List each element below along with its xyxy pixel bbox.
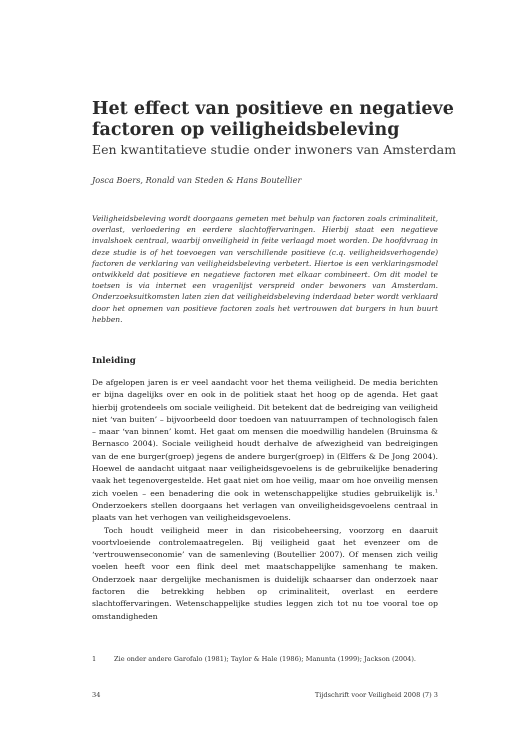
page-number: 34 — [92, 691, 101, 699]
article-subtitle: Een kwantitatieve studie onder inwoners van Amsterdam — [92, 142, 457, 157]
footnote — [92, 655, 438, 664]
paragraph-1-text: De afgelopen jaren is er veel aandacht voor het thema veiligheid. De media berichten er bijna dagelijks over en ook in de politiek staat het hoog op de agenda. Het gaat hierbij grotendeels om sociale veiligheid. Dit betekent dat de bedreiging van veiligheid niet ‘van buiten’ – bijvoorbeeld door toedoen van natuurrampen of technologisch falen – maar ‘van binnen’ komt. Het gaat om mensen die moedwillig handelen (Bruinsma & Bernasco 2004). Sociale veiligheid houdt derhalve de afwezigheid van bedreigingen van de ene burger(groep) jegens de andere burger(groep) in (Elffers & De Jong 2004). Hoewel de aandacht uitgaat naar veiligheidsgevoelens is de gebruikelijke benadering vaak het tegenovergestelde. Het gaat niet om hoe veilig, maar om hoe onveilig mensen zich voelen – een benadering die ook in wetenschappelijke studies gebruikelijk is. — [92, 378, 438, 498]
footnote-text: Zie onder andere Garofalo (1981); Taylor & Hale (1986); Manunta (1999); Jackson (2004). — [114, 655, 417, 663]
footnote-ref: 1 — [434, 488, 438, 495]
body-text — [92, 377, 438, 623]
abstract: Veiligheidsbeleving wordt doorgaans gemeten met behulp van factoren zoals criminaliteit, overlast, verloedering en eerdere slachtoffervaringen. Hierbij staat een negatieve invalshoek centraal, waarbij onveiligheid in feite verlaagd moet worden. De hoofdvraag in deze studie is of het toevoegen van verschillende positieve (c.q. veiligheidsverhogende) factoren de verklaring van veiligheidsbeleving verbetert. Hiertoe is een verklaringsmodel ontwikkeld dat positieve en negatieve factoren met elkaar combineert. Om dit model te toetsen is via internet een vragenlijst verspreid onder bewoners van Amsterdam. Onderzoeksuitkomsten laten zien dat veiligheidsbeleving inderdaad beter wordt verklaard door het opnemen van positieve factoren zoals het vertrouwen dat burgers in hun buurt hebben. — [92, 214, 438, 324]
article-title: Het effect van positieve en negatieve factoren op veiligheidsbeleving — [92, 99, 454, 140]
paragraph-1 — [92, 377, 438, 525]
paragraph-1-tail: Onderzoekers stellen doorgaans het verlagen van onveiligheidsgevoelens centraal in plaats van het verhogen van veiligheidsgevoelens. — [92, 500, 438, 523]
section-heading: Inleiding — [92, 356, 136, 366]
paragraph-2: Toch houdt veiligheid meer in dan risicobeheersing, voorzorg en daaruit voortvloeiende controlemaatregelen. Bij veiligheid gaat het evenzeer om de ‘vertrouwenseconomie’ van de samenleving (Boutellier 2007). Of mensen zich veilig voelen heeft voor een flink deel met maatschappelijke samenhang te maken. Onderzoek naar dergelijke mechanismen is duidelijk schaarser dan onderzoek naar factoren die betrekking hebben op criminaliteit, overlast en eerdere slachtoffervaringen. Wetenschappelijke studies leggen zich tot nu toe vooral toe op omstandigheden — [92, 525, 438, 621]
journal-info: Tijdschrift voor Veiligheid 2008 (7) 3 — [314, 691, 438, 699]
article-authors: Josca Boers, Ronald van Steden & Hans Boutellier — [92, 175, 302, 185]
footnote-number: 1 — [92, 655, 97, 663]
